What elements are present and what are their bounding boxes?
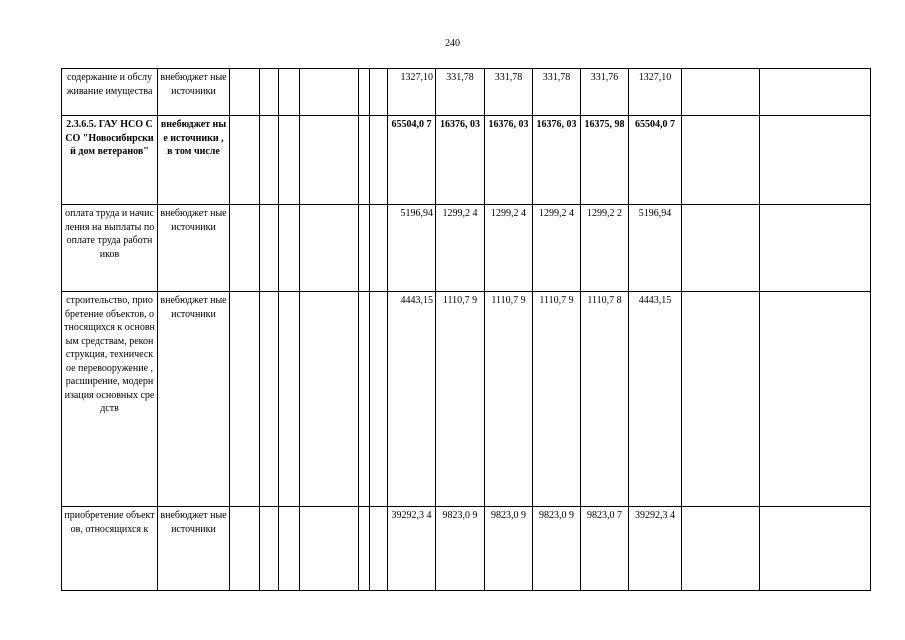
value-cell: 65504,0 7 [629, 116, 682, 205]
value-cell: 1299,2 4 [485, 205, 533, 292]
value-cell: 16376, 03 [533, 116, 581, 205]
value-cell: 1299,2 2 [581, 205, 629, 292]
value-cell: 5196,94 [388, 205, 436, 292]
value-cell: 16376, 03 [485, 116, 533, 205]
table-row [62, 507, 871, 591]
page-number: 240 [445, 38, 460, 49]
empty-cell [300, 205, 359, 292]
value-cell: 331,76 [581, 69, 629, 116]
value-cell: 1299,2 4 [533, 205, 581, 292]
empty-cell [760, 69, 871, 116]
empty-cell [260, 507, 279, 591]
empty-cell [279, 116, 300, 205]
value-cell: 39292,3 4 [629, 507, 682, 591]
empty-cell [359, 116, 370, 205]
empty-cell [359, 205, 370, 292]
value-cell: 16375, 98 [581, 116, 629, 205]
value-cell: 331,78 [533, 69, 581, 116]
empty-cell [279, 507, 300, 591]
empty-cell [359, 292, 370, 507]
empty-cell [260, 69, 279, 116]
empty-cell [300, 69, 359, 116]
empty-cell [230, 69, 260, 116]
empty-cell [760, 116, 871, 205]
table-row [62, 116, 871, 205]
empty-cell [370, 507, 388, 591]
budget-table [61, 68, 871, 591]
value-cell: 65504,0 7 [388, 116, 436, 205]
funding-source-cell: внебюджет ные источники [158, 69, 230, 116]
empty-cell [682, 205, 760, 292]
empty-cell [760, 205, 871, 292]
table-row [62, 69, 871, 116]
value-cell: 331,78 [485, 69, 533, 116]
row-name-cell: 2.3.6.5. ГАУ НСО ССО "Новосибирски й дом ветеранов" [62, 116, 158, 205]
table-row [62, 292, 871, 507]
table-body [62, 69, 871, 591]
empty-cell [260, 116, 279, 205]
value-cell: 1110,7 9 [485, 292, 533, 507]
empty-cell [230, 116, 260, 205]
value-cell: 9823,0 9 [533, 507, 581, 591]
empty-cell [370, 69, 388, 116]
value-cell: 1110,7 9 [533, 292, 581, 507]
empty-cell [260, 292, 279, 507]
value-cell: 39292,3 4 [388, 507, 436, 591]
empty-cell [279, 69, 300, 116]
empty-cell [300, 116, 359, 205]
funding-source-cell: внебюджет ные источники , в том числе [158, 116, 230, 205]
value-cell: 1327,10 [388, 69, 436, 116]
empty-cell [370, 116, 388, 205]
empty-cell [230, 292, 260, 507]
value-cell: 9823,0 9 [485, 507, 533, 591]
empty-cell [682, 507, 760, 591]
row-name-cell: строительство, приобретение объектов, относящихся к основным средствам, реконструкция, техническое перевооружение , расширение, модернизация основных средств [62, 292, 158, 507]
value-cell: 1110,7 9 [436, 292, 485, 507]
value-cell: 9823,0 7 [581, 507, 629, 591]
value-cell: 16376, 03 [436, 116, 485, 205]
value-cell: 4443,15 [629, 292, 682, 507]
empty-cell [230, 507, 260, 591]
row-name-cell: оплата труда и начисления на выплаты по оплате труда работников [62, 205, 158, 292]
empty-cell [230, 205, 260, 292]
value-cell: 331,78 [436, 69, 485, 116]
value-cell: 9823,0 9 [436, 507, 485, 591]
empty-cell [300, 292, 359, 507]
value-cell: 1110,7 8 [581, 292, 629, 507]
value-cell: 1327,10 [629, 69, 682, 116]
empty-cell [760, 507, 871, 591]
value-cell: 5196,94 [629, 205, 682, 292]
table-row [62, 205, 871, 292]
empty-cell [682, 292, 760, 507]
empty-cell [260, 205, 279, 292]
value-cell: 1299,2 4 [436, 205, 485, 292]
empty-cell [359, 69, 370, 116]
funding-source-cell: внебюджет ные источники [158, 205, 230, 292]
funding-source-cell: внебюджет ные источники [158, 507, 230, 591]
empty-cell [300, 507, 359, 591]
empty-cell [279, 292, 300, 507]
empty-cell [370, 205, 388, 292]
empty-cell [760, 292, 871, 507]
empty-cell [359, 507, 370, 591]
empty-cell [682, 116, 760, 205]
row-name-cell: содержание и обслуживание имущества [62, 69, 158, 116]
value-cell: 4443,15 [388, 292, 436, 507]
empty-cell [370, 292, 388, 507]
empty-cell [279, 205, 300, 292]
funding-source-cell: внебюджет ные источники [158, 292, 230, 507]
row-name-cell: приобретение объектов, относящихся к [62, 507, 158, 591]
empty-cell [682, 69, 760, 116]
